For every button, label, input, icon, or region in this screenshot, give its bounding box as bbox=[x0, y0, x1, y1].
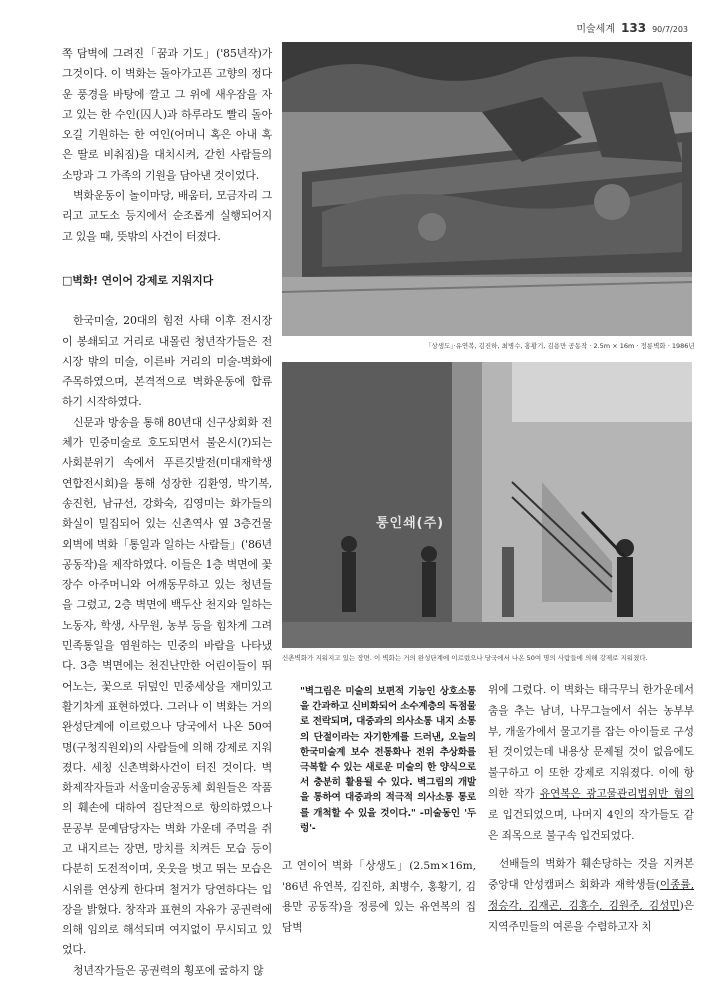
right-column bbox=[488, 680, 694, 938]
magazine-name: 미술세계 bbox=[576, 24, 615, 35]
mural-wall-illustration bbox=[282, 42, 692, 336]
section-subhead: □벽화! 연이어 강제로 지워지다 bbox=[62, 273, 214, 287]
left-paragraph-4: 신문과 방송을 통해 80년대 신구상회화 전체가 민중미술로 호도되면서 불온시(?)되는 사회분위기 속에서 푸른깃발전(미대재학생 연합전시회)을 통해 성장한 김환영, 박기복, 송진헌, 남규선, 강화숙, 김영미는 화가들의 화실이 밀집되어 있는 신촌역사 옆 3층건물 외벽에 벽화「통일과 일하는 사람들」('86년 공동작)을 제작하였다. 이들은 1층 벽면에 꽃장수 아주머니와 어깨동무하고 있는 청년들을 그렸고, 2층 벽면에 백두산 천지와 일하는 노동자, 학생, 사무원, 농부 등을 힘차게 그려 민족통일을 염원하는 민중의 바람을 나타냈다. 3층 벽면에는 천진난만한 어린이들이 뛰어노는, 꽃으로 뒤덮인 민중세상을 재미있고 활기차게 표현하였다. 그러나 이 벽화는 거의 완성단계에 이르렀으나 당국에서 나온 50여 명(구청직원외)의 사람들에 의해 강제로 지워졌다. 세칭 신촌벽화사건이 터진 것이다. 벽화제작자들과 서울미술공동체 회원들은 작품의 훼손에 대하여 집단적으로 항의하였으나 문공부 문예담당자는 벽화 가운데 주먹을 쥐고 내지르는 장면, 망치를 치켜든 모습 등이 다분히 도전적이며, 옷웃을 벗고 뛰는 모습은 시위를 연상케 한다며 철거가 당연하다는 입장을 밝혔다. 창작과 표현의 자유가 공권력에 의해 임의로 해석되며 여지없이 무시되고 있었다. bbox=[62, 415, 272, 957]
top-photo-caption: 「상생도」·유연복, 김진하, 최병수, 홍황기, 김용만 공동작 · 2.5m × 16m · 정릉벽화 · 1986년 bbox=[425, 342, 695, 350]
building-sign: 통인쇄(주) bbox=[376, 516, 445, 531]
right-paragraph-2: 선배들의 벽화가 훼손당하는 것을 지켜본 중앙대 안성캠퍼스 회화과 재학생들(이종률, 정승각, 김재곤, 김홍수, 김원주, 김성민)은 지역주민들의 여론을 수렴하고자 치 bbox=[488, 858, 694, 933]
issue-date: 90/7/203 bbox=[652, 25, 688, 34]
mural-photo-bottom bbox=[282, 362, 692, 648]
left-paragraph-3: 한국미술, 20대의 힘전 사태 이후 전시장이 봉쇄되고 거리로 내몰린 청년작가들은 전시장 밖의 미술, 이른바 거리의 미술-벽화에 주목하였으며, 본격적으로 벽화운동에 합류하기 시작하였다. bbox=[62, 314, 272, 409]
mural-erasure-illustration bbox=[282, 362, 692, 648]
mural-photo-top bbox=[282, 42, 692, 336]
bottom-photo-caption: 신촌벽화가 지워지고 있는 장면. 이 벽화는 거의 완성단계에 이르렀으나 당국에서 나온 50여 명의 사람들에 의해 강제로 지워졌다. bbox=[282, 654, 648, 662]
left-paragraph-2: 벽화운동이 놀이마당, 배움터, 모금자리 그리고 교도소 등지에서 순조롭게 실행되어지고 있을 때, 뜻밖의 사건이 터졌다. bbox=[62, 189, 272, 243]
page-number: 133 bbox=[621, 21, 647, 35]
middle-body-text: 고 연이어 벽화「상생도」(2.5m×16m, '86년 유연복, 김진하, 최병수, 홍황기, 김용만 공동작)을 정릉에 있는 유연복의 집 담벽 bbox=[282, 860, 476, 934]
left-paragraph-5: 청년작가들은 공권력의 횡포에 굴하지 않 bbox=[73, 963, 264, 977]
pull-quote: "벽그림은 미술의 보편적 기능인 상호소통을 간과하고 신비화되어 소수계층의 독점물로 전락되며, 대중과의 의사소통 내지 소통의 단절이라는 자기한계를 드러낸, 오늘의 한국미술계 보수 전통화나 전위 추상화를 극복할 수 있는 새로운 미술의 한 양식으로서 충분히 활용될 수 있다. 벽그림의 개발을 통하여 대중과의 적극적 의사소통 통로를 개척할 수 있을 것이다." -미술동인 '두렁'- bbox=[300, 686, 476, 834]
page-header bbox=[576, 20, 688, 35]
left-column bbox=[62, 44, 272, 981]
right-paragraph-1: 위에 그렸다. 이 벽화는 태극무늬 한가운데서 춤을 추는 남녀, 나무그늘에서 쉬는 농부부부, 개울가에서 물고기를 잡는 아이들로 구성된 것이었는데 내용상 문제될 것이 없음에도 불구하고 이 또한 강제로 지워졌다. 이에 항의한 작가 유연복은 광고물관리법위반 혐의로 입건되었으며, 나머지 4인의 작가들도 같은 죄목으로 불구속 입건되었다. bbox=[488, 684, 694, 842]
left-paragraph-1: 쪽 담벽에 그려진「꿈과 기도」('85년작)가 그것이다. 이 벽화는 돌아가고픈 고향의 정다운 풍경을 바탕에 깔고 그 위에 새우잠을 자고 있는 한 수인(囚人)과 하루라도 빨리 돌아오길 기원하는 한 여인(어머니 혹은 아내 혹은 딸로 비춰짐)을 대치시켜, 갇힌 사람들의 소망과 그 가족의 기원을 담아낸 것이었다. bbox=[62, 47, 272, 182]
